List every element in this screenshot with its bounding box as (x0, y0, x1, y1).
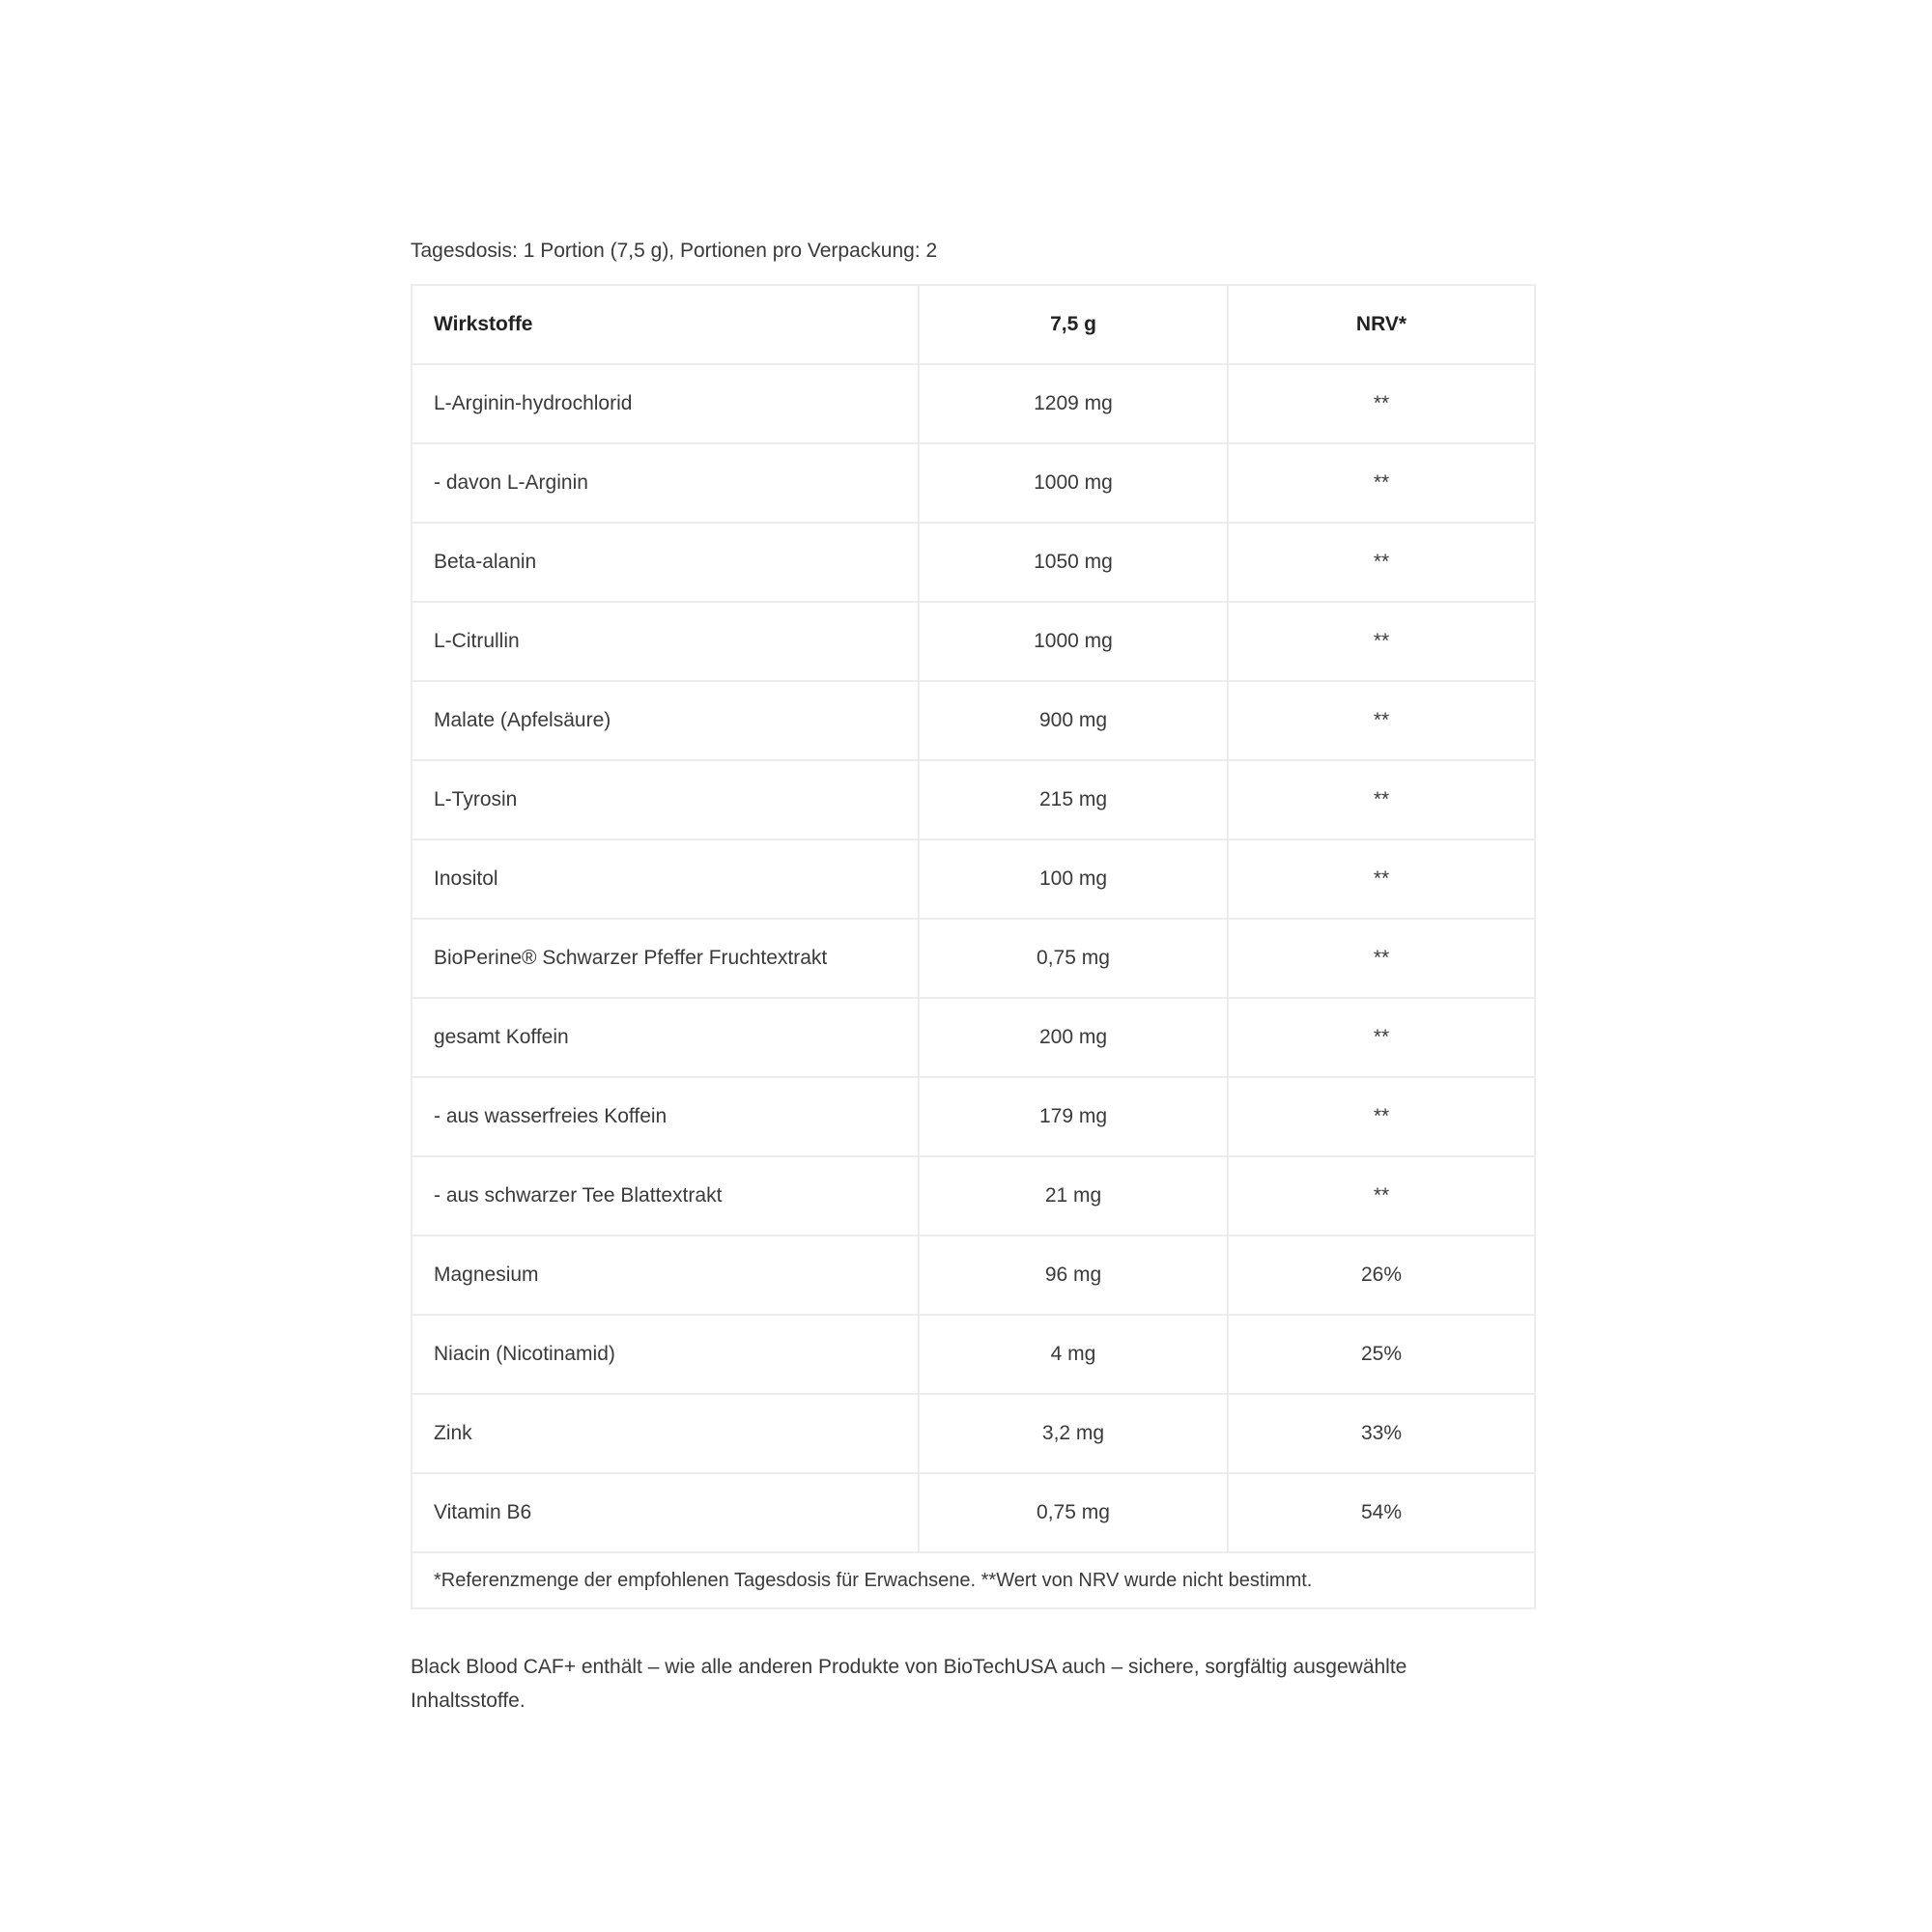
ingredient-amount: 3,2 mg (919, 1394, 1228, 1473)
ingredient-name: - aus wasserfreies Koffein (412, 1077, 919, 1156)
ingredient-nrv: ** (1228, 443, 1535, 523)
table-footnote: *Referenzmenge der empfohlenen Tagesdosis für Erwachsene. **Wert von NRV wurde nicht bestimmt. (412, 1552, 1535, 1608)
ingredient-name: - davon L-Arginin (412, 443, 919, 523)
ingredient-name: Vitamin B6 (412, 1473, 919, 1552)
ingredient-amount: 215 mg (919, 760, 1228, 839)
ingredient-nrv: 54% (1228, 1473, 1535, 1552)
ingredient-amount: 1000 mg (919, 602, 1228, 681)
table-row (412, 1156, 1535, 1236)
table-row (412, 364, 1535, 443)
table-row (412, 1394, 1535, 1473)
ingredient-amount: 1000 mg (919, 443, 1228, 523)
ingredient-name: L-Citrullin (412, 602, 919, 681)
ingredient-amount: 100 mg (919, 839, 1228, 919)
ingredients-note: Black Blood CAF+ enthält – wie alle anderen Produkte von BioTechUSA auch – sichere, sorgfältig ausgewählte Inhaltsstoffe. (411, 1656, 1407, 1712)
table-row (412, 998, 1535, 1077)
ingredient-nrv: ** (1228, 1077, 1535, 1156)
table-row (412, 919, 1535, 998)
ingredient-nrv: ** (1228, 998, 1535, 1077)
ingredient-nrv: 26% (1228, 1236, 1535, 1315)
ingredient-amount: 0,75 mg (919, 1473, 1228, 1552)
ingredient-name: L-Arginin-hydrochlorid (412, 364, 919, 443)
ingredient-nrv: 25% (1228, 1315, 1535, 1394)
header-ingredients: Wirkstoffe (412, 285, 919, 364)
table-row (412, 1236, 1535, 1315)
ingredient-nrv: ** (1228, 919, 1535, 998)
ingredient-name: Malate (Apfelsäure) (412, 681, 919, 760)
header-amount: 7,5 g (919, 285, 1228, 364)
ingredient-nrv: ** (1228, 602, 1535, 681)
nutrition-content (411, 238, 1536, 1738)
ingredient-name: gesamt Koffein (412, 998, 919, 1077)
table-header-row (412, 285, 1535, 364)
ingredient-nrv: ** (1228, 760, 1535, 839)
ingredient-amount: 200 mg (919, 998, 1228, 1077)
daily-dose-text: Tagesdosis: 1 Portion (7,5 g), Portionen pro Verpackung: 2 (411, 240, 938, 262)
nutrition-table (411, 284, 1536, 1609)
table-row (412, 681, 1535, 760)
ingredient-nrv: ** (1228, 523, 1535, 602)
ingredient-name: Beta-alanin (412, 523, 919, 602)
ingredient-amount: 0,75 mg (919, 919, 1228, 998)
table-row (412, 1077, 1535, 1156)
table-row (412, 839, 1535, 919)
ingredient-name: - aus schwarzer Tee Blattextrakt (412, 1156, 919, 1236)
ingredient-amount: 179 mg (919, 1077, 1228, 1156)
table-row (412, 760, 1535, 839)
table-row (412, 602, 1535, 681)
table-row (412, 1473, 1535, 1552)
header-nrv: NRV* (1228, 285, 1535, 364)
ingredient-name: Niacin (Nicotinamid) (412, 1315, 919, 1394)
ingredient-amount: 1050 mg (919, 523, 1228, 602)
ingredient-name: L-Tyrosin (412, 760, 919, 839)
ingredient-amount: 1209 mg (919, 364, 1228, 443)
ingredient-nrv: ** (1228, 1156, 1535, 1236)
ingredient-name: Magnesium (412, 1236, 919, 1315)
ingredient-name: Inositol (412, 839, 919, 919)
ingredient-name: Zink (412, 1394, 919, 1473)
ingredient-amount: 4 mg (919, 1315, 1228, 1394)
table-footnote-row (412, 1552, 1535, 1608)
ingredient-amount: 21 mg (919, 1156, 1228, 1236)
ingredient-amount: 900 mg (919, 681, 1228, 760)
ingredient-nrv: ** (1228, 839, 1535, 919)
ingredient-nrv: ** (1228, 681, 1535, 760)
table-row (412, 443, 1535, 523)
ingredient-nrv: 33% (1228, 1394, 1535, 1473)
ingredient-nrv: ** (1228, 364, 1535, 443)
table-row (412, 523, 1535, 602)
table-row (412, 1315, 1535, 1394)
ingredient-name: BioPerine® Schwarzer Pfeffer Fruchtextrakt (412, 919, 919, 998)
ingredient-amount: 96 mg (919, 1236, 1228, 1315)
